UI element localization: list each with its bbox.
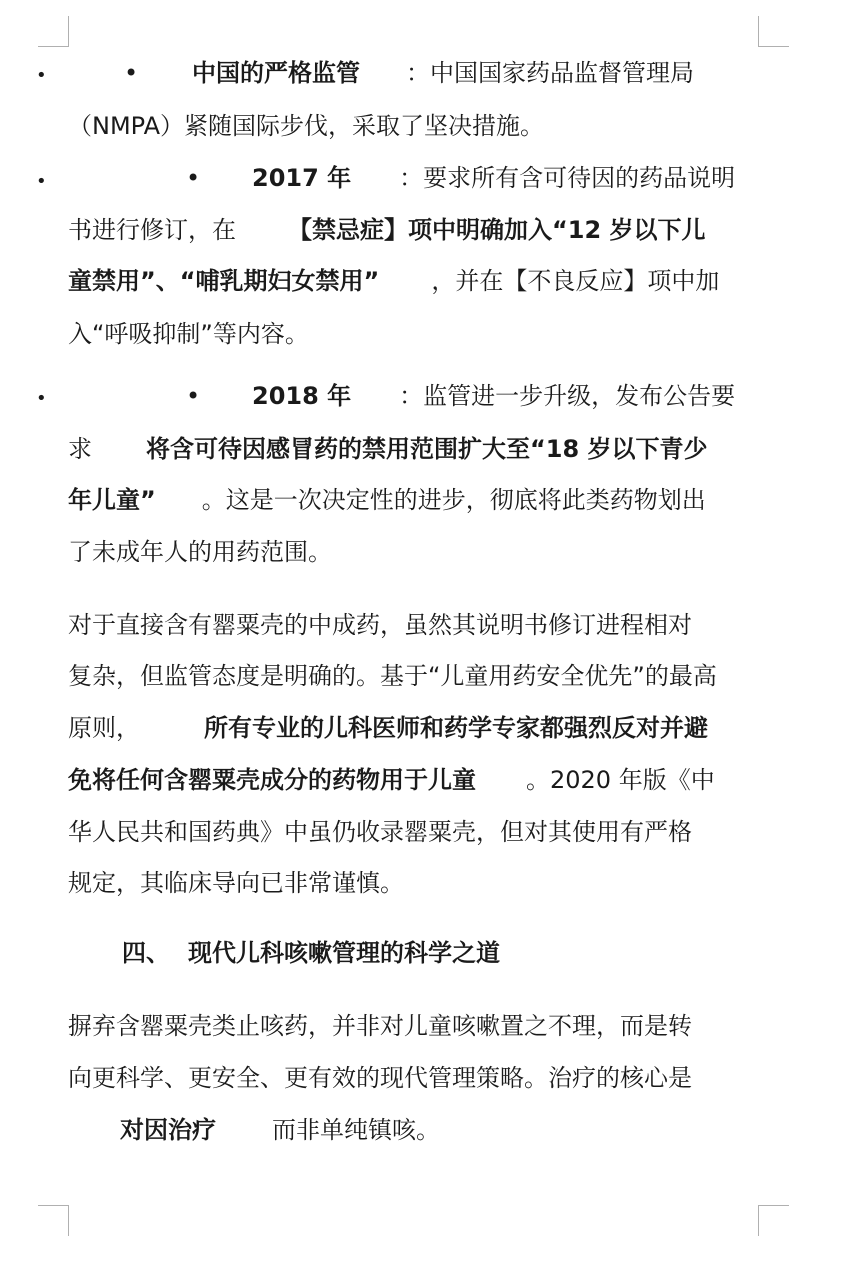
section-heading xyxy=(122,938,500,968)
item-text-bold: 年儿童” xyxy=(68,486,156,514)
paragraph-line: 向更科学、更安全、更有效的现代管理策略。治疗的核心是 xyxy=(68,1064,692,1092)
paragraph-text: 。2020 年版《中 xyxy=(526,766,715,794)
crop-mark-top-right xyxy=(758,16,789,47)
crop-mark-bottom-right xyxy=(758,1205,789,1236)
paragraph-line: 复杂，但监管态度是明确的。基于“儿童用药安全优先”的最高 xyxy=(68,662,717,690)
item-text: ：要求所有含可待因的药品说明 xyxy=(399,164,736,192)
gutter-bullet: • xyxy=(36,171,47,192)
item-text: ：监管进一步升级，发布公告要 xyxy=(399,382,736,410)
item-text: ：中国国家药品监督管理局 xyxy=(406,59,694,87)
paragraph-text-bold: 对因治疗 xyxy=(120,1116,216,1144)
item-text-line: 了未成年人的用药范围。 xyxy=(68,538,332,566)
section-number: 四、 xyxy=(122,939,170,967)
paragraph-line: 规定，其临床导向已非常谨慎。 xyxy=(68,869,404,897)
paragraph-line: 对于直接含有罂粟壳的中成药，虽然其说明书修订进程相对 xyxy=(68,611,692,639)
item-label: 2018 年 xyxy=(252,382,352,410)
paragraph-text-bold: 免将任何含罂粟壳成分的药物用于儿童 xyxy=(68,766,476,794)
paragraph-text: 原则， xyxy=(68,714,140,742)
paragraph-text: 而非单纯镇咳。 xyxy=(272,1116,440,1144)
crop-mark-bottom-left xyxy=(38,1205,69,1236)
item-text-line: （NMPA）紧随国际步伐，采取了坚决措施。 xyxy=(68,112,545,140)
bullet: • xyxy=(186,164,201,192)
item-text: ，并在【不良反应】项中加 xyxy=(431,267,720,295)
item-text: 书进行修订，在 xyxy=(68,216,236,244)
item-text-line: 入“呼吸抑制”等内容。 xyxy=(68,320,309,348)
paragraph-line: 摒弃含罂粟壳类止咳药，并非对儿童咳嗽置之不理，而是转 xyxy=(68,1012,692,1040)
crop-mark-top-left xyxy=(38,16,69,47)
item-label: 中国的严格监管 xyxy=(192,59,360,87)
item-text: 。这是一次决定性的进步，彻底将此类药物划出 xyxy=(201,486,706,514)
bullet: • xyxy=(124,59,139,87)
paragraph-text-bold: 所有专业的儿科医师和药学专家都强烈反对并避 xyxy=(204,714,708,742)
paragraph-line: 华人民共和国药典》中虽仍收录罂粟壳，但对其使用有严格 xyxy=(68,818,692,846)
gutter-bullet: • xyxy=(36,65,47,86)
item-text-bold: 【禁忌症】项中明确加入“12 岁以下儿 xyxy=(288,216,706,244)
item-label: 2017 年 xyxy=(252,164,352,192)
bullet: • xyxy=(186,382,201,410)
gutter-bullet: • xyxy=(36,388,47,409)
item-text-bold: 童禁用”、“哺乳期妇女禁用” xyxy=(68,267,380,295)
item-text: 求 xyxy=(68,435,92,463)
section-title: 现代儿科咳嗽管理的科学之道 xyxy=(188,939,500,967)
item-text-bold: 将含可待因感冒药的禁用范围扩大至“18 岁以下青少 xyxy=(146,435,708,463)
